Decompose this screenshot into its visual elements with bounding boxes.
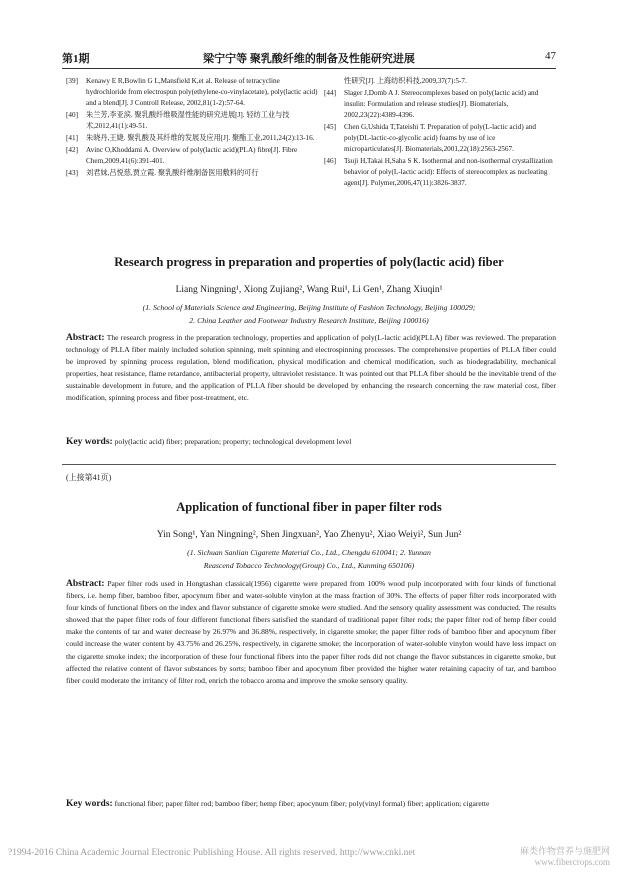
reference-text: 朱兰芳,李亚滨. 聚乳酸纤维吸湿性能的研究进展[J]. 轻纺工业与技术,2012,41(1):49-51.	[86, 111, 290, 130]
references-left-column	[66, 76, 318, 180]
reference-number: [39]	[66, 77, 78, 85]
reference-text: Tsuji H,Takai H,Saha S K. Isothermal and non-isothermal crystallization behavior of poly(L-lactic acid): Effects of stereocomplex as nucleating agent[J]. Polymer,2006,47(11):3826-3837.	[344, 157, 553, 187]
article2-title: Application of functional fiber in paper filter rods	[176, 500, 442, 514]
reference-number: [42]	[66, 146, 78, 154]
reference-item	[66, 168, 318, 179]
reference-number: [45]	[324, 123, 336, 131]
copyright-line: ?1994-2016 China Academic Journal Electronic Publishing House. All rights reserved. http://www.cnki.net	[8, 848, 416, 858]
watermark	[520, 846, 610, 868]
abstract-text: Paper filter rods used in Hongtashan classical(1956) cigarette were prepared from 100% wood pulp incorporated with four kinds of functional fibers, i.e. hemp fiber, bamboo fiber, apocynum fiber and water-soluble vinylon at the mass fraction of 30%. The effects of paper filter rods incorporated with four kinds of functional fibers on the index and flavor substance of cigarette smoke were studied. And the sensory quality assessment was conducted. The results showed that the paper filter rods of four different functional fibers satisfied the standard of traditional paper filter rods; the paper filter rod of hemp fiber could make the contents of tar and water decrease by 26.97% and 36.88%, respectively, in cigarette smoke; the paper filter rods of bamboo fiber and apocynum fiber could increase the water content by 43.75% and 26.25%, respectively, in cigarette smoke; the incorporation of water-soluble vinylon would have less impact on the cigarette smoke index; the incorporation of these four functional fibers into the paper filter rods did not change the flavor substances in cigarette smoke, but affected the relative content of flavor substances by sorts; bamboo fiber and apocynum fiber provided the higher water retaining capacity of tar, and bamboo fiber could moderate the irritancy of filter rod, enrich the tobacco aroma and improve the smoke sensory quality.	[66, 579, 556, 685]
reference-text: 朱晓丹,王婕. 聚乳酸及其纤维的发展及应用[J]. 聚酯工业,2011,24(2):13-16.	[86, 134, 315, 142]
article1-title: Research progress in preparation and properties of poly(lactic acid) fiber	[114, 255, 504, 269]
reference-number: [43]	[66, 169, 78, 177]
header-rule	[62, 68, 556, 69]
keywords-text: poly(lactic acid) fiber; preparation; property; technological development level	[114, 437, 352, 446]
abstract-label: Abstract:	[66, 333, 105, 343]
issue-number: 第1期	[62, 53, 90, 65]
watermark-cn: 麻类作物营养与施肥网	[519, 846, 610, 856]
references-right-column	[324, 76, 556, 190]
article2-affiliation-2: Reascend Tobacco Technology(Group) Co., Ltd., Kunming 650106)	[203, 561, 415, 570]
reference-text: 性研究[J]. 上海纺织科技,2009,37(7):5-7.	[344, 77, 467, 85]
reference-text: Chen G,Ushida T,Tateishi T. Preparation of poly(L-lactic acid) and poly(DL-lactic-co-glycolic acid) foams by use of ice microparticulates[J]. Biomaterials,2001,22(18):2563-2567.	[344, 123, 536, 153]
article1-keywords	[66, 436, 556, 448]
reference-item	[66, 145, 318, 167]
article2-authors: Yin Song¹, Yan Ningning², Shen Jingxuan², Yao Zhenyu², Xiao Weiyi², Sun Jun²	[156, 530, 462, 540]
reference-number: [44]	[324, 89, 336, 97]
reference-item	[324, 122, 556, 155]
reference-item	[66, 133, 318, 144]
article1-authors: Liang Ningning¹, Xiong Zujiang², Wang Rui¹, Li Gen¹, Zhang Xiuqin¹	[175, 285, 443, 295]
section-divider	[62, 464, 556, 465]
page-header	[62, 50, 556, 66]
reference-item	[66, 76, 318, 109]
continued-from-note: (上接第41页)	[66, 473, 112, 482]
keywords-label: Key words:	[66, 799, 113, 809]
article1-abstract	[66, 332, 556, 405]
reference-item	[324, 88, 556, 121]
running-title: 梁宁宁等 聚乳酸纤维的制备及性能研究进展	[203, 53, 415, 65]
reference-text: Slager J,Domb A J. Stereocomplexes based on poly(lactic acid) and insulin: Formulation and release studies[J]. Biomaterials, 2002,23(22):4389-4396.	[344, 89, 539, 119]
article1-affiliation-1: (1. School of Materials Science and Engineering, Beijing Institute of Fashion Technology, Beijing 100029;	[142, 303, 476, 312]
reference-item	[324, 156, 556, 189]
reference-number: [46]	[324, 157, 336, 165]
reference-item	[324, 76, 556, 87]
page-number: 47	[545, 50, 556, 62]
abstract-label: Abstract:	[66, 579, 105, 589]
reference-number: [40]	[66, 111, 78, 119]
keywords-text: functional fiber; paper filter rod; bamboo fiber; hemp fiber; apocynum fiber; poly(vinyl formal) fiber; application; cigarette	[114, 799, 490, 808]
reference-item	[66, 110, 318, 132]
abstract-text: The research progress in the preparation technology, properties and application of poly(L-lactic acid)(PLLA) fiber was reviewed. The preparation technology of PLLA fiber mainly included solution spinning, melt spinning and electrospinning processes. The comprehensive properties of PLLA fiber could be improved by spinning process regulation, blend modification, physical modification and chemical modification, such as biodegradability, mechanical properties, heat resistance, flame retardance, antibacterial property, ultraviolet resistance. It was pointed out that PLLA fiber should be the inevitable trend of the sustainable development in future, and the application of PLLA fiber should be developed by enhancing the research concerning the raw material cost, fiber modification, spinning process and fiber post-treatment, etc.	[66, 333, 556, 403]
article2-affiliation-1: (1. Sichuan Sanlian Cigarette Material Co., Ltd., Chengdu 610041; 2. Yunnan	[187, 548, 431, 557]
reference-text: 刘君妹,吕悦慈,贾立霞. 聚乳酸纤维制备医用敷料的可行	[86, 169, 259, 177]
article1-affiliation-2: 2. China Leather and Footwear Industry Research Institute, Beijing 100016)	[189, 316, 429, 325]
watermark-url: www.fibercrops.com	[534, 857, 610, 867]
article2-keywords	[66, 798, 556, 810]
reference-text: Avinc O,Khoddami A. Overview of poly(lactic acid)(PLA) fibre[J]. Fibre Chem,2009,41(6):391-401.	[86, 146, 298, 165]
article2-abstract	[66, 578, 556, 687]
keywords-label: Key words:	[66, 437, 113, 447]
reference-number: [41]	[66, 134, 78, 142]
reference-text: Kenawy E R,Bowlin G L,Mansfield K,et al. Release of tetracycline hydrochloride from electrospun poly(ethylene-co-vinylacetate), poly(lactic acid) and a blend[J]. J Controll Release, 2002,81(1-2):57-64.	[86, 77, 318, 107]
